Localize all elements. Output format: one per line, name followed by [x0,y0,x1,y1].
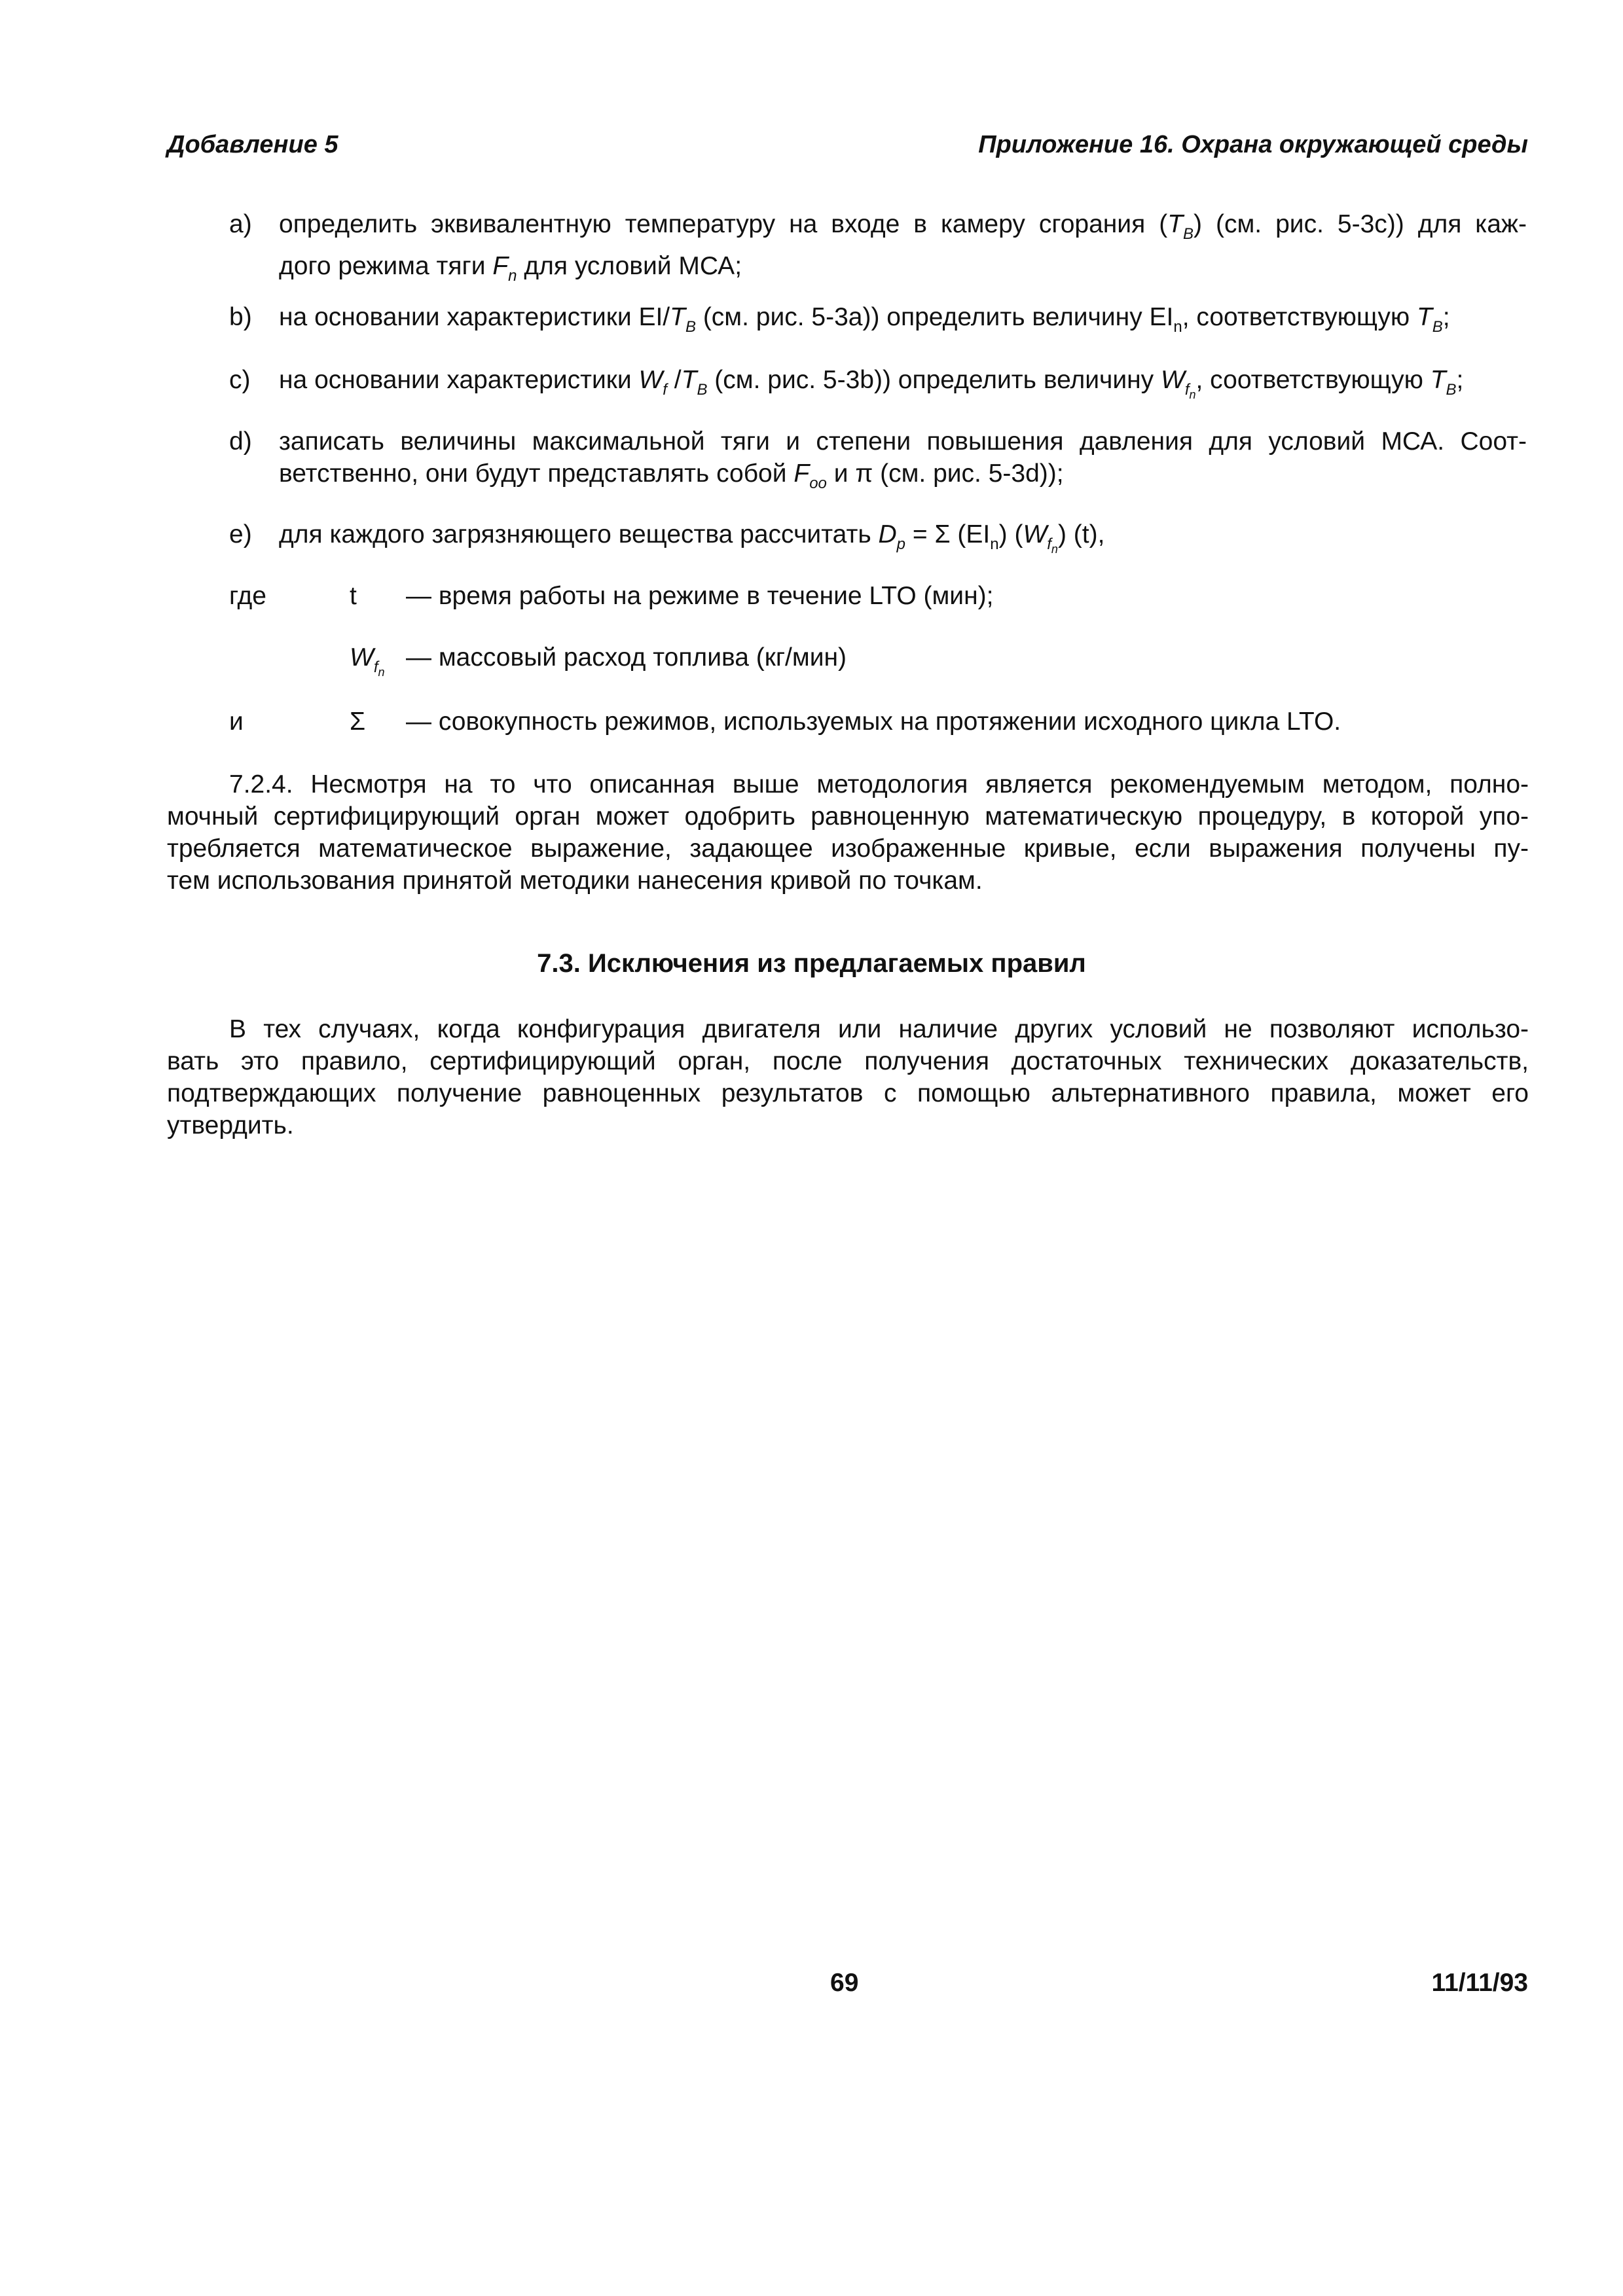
definition-lead: где [229,582,266,610]
definition-text: — совокупность режимов, используемых на протяжении исходного цикла LTO. [406,708,1341,736]
list-text [279,301,1527,343]
page-number: 69 [830,1969,859,1997]
list-text [279,518,1527,565]
definition-symbol: Σ [350,708,366,736]
header-right: Приложение 16. Охрана окружающей среды [978,131,1528,158]
list-text [279,208,1527,292]
list-line: определить эквивалентную температуру на входе в камеру сгорания $(T_B)$ (см. рис. 5-3c)) для каж- [279,210,1527,243]
definition-text: — массовый расход топлива (кг/мин) [406,643,847,672]
list-line: на основании характеристики $EI/T_B$ (см. рис. 5-3a)) определить величину $EI_n$, соответствующую $T_B$; [279,303,1450,336]
paragraph-line: тем использования принятой методики нанесения кривой по точкам. [167,867,983,895]
list-label: a) [229,210,252,238]
paragraph-line: вать это правило, сертифицирующий орган, после получения достаточных технических доказательств, [167,1047,1529,1075]
list-label: e) [229,520,252,548]
list-line: ветственно, они будут представлять собой $F_{oo}$ и π (см. рис. 5-3d)); [279,459,1064,492]
list-line: на основании характеристики $W_f$ $/T_B$ (см. рис. 5-3b)) определить величину $W_{f_n}$, соответствующую $T_B$; [279,366,1464,401]
list-label: b) [229,303,252,331]
header-left: Добавление 5 [167,131,338,158]
section-title: 7.3. Исключения из предлагаемых правил [537,949,1086,978]
list-label: c) [229,366,251,394]
definition-symbol: $W_{f_n}$ [350,643,385,679]
paragraph-line: подтверждающих получение равноценных результатов с помощью альтернативного правила, может его [167,1079,1529,1107]
list-line: записать величины максимальной тяги и степени повышения давления для условий МСА. Соот- [279,427,1527,456]
paragraph-7-3 [167,1013,1529,1141]
paragraph-line: 7.2.4. Несмотря на то что описанная выше методология является рекомендуемым методом, полно- [229,770,1529,798]
list-label: d) [229,427,252,456]
list-line: для каждого загрязняющего вещества рассчитать $D_p = \Sigma$ $(EI_n)$ $(W_{f_n})$ (t), [279,520,1105,556]
paragraph-7-2-4 [167,768,1529,897]
definition-symbol: t [350,582,357,610]
list-text [279,364,1527,411]
paragraph-line: мочный сертифицирующий орган может одобрить равноценную математическую процедуру, в которой упо- [167,802,1529,831]
list-line: дого режима тяги $F_n$ для условий МСА; [279,252,742,285]
paragraph-line: В тех случаях, когда конфигурация двигателя или наличие других условий не позволяют использо- [229,1015,1529,1043]
paragraph-line: утвердить. [167,1111,294,1139]
definition-lead: и [229,708,244,736]
list-text [279,425,1527,499]
definition-text: — время работы на режиме в течение LTO (мин); [406,582,994,610]
paragraph-line: требляется математическое выражение, задающее изображенные кривые, если выражения получены пу- [167,834,1529,863]
footer-date: 11/11/93 [1431,1969,1528,1997]
